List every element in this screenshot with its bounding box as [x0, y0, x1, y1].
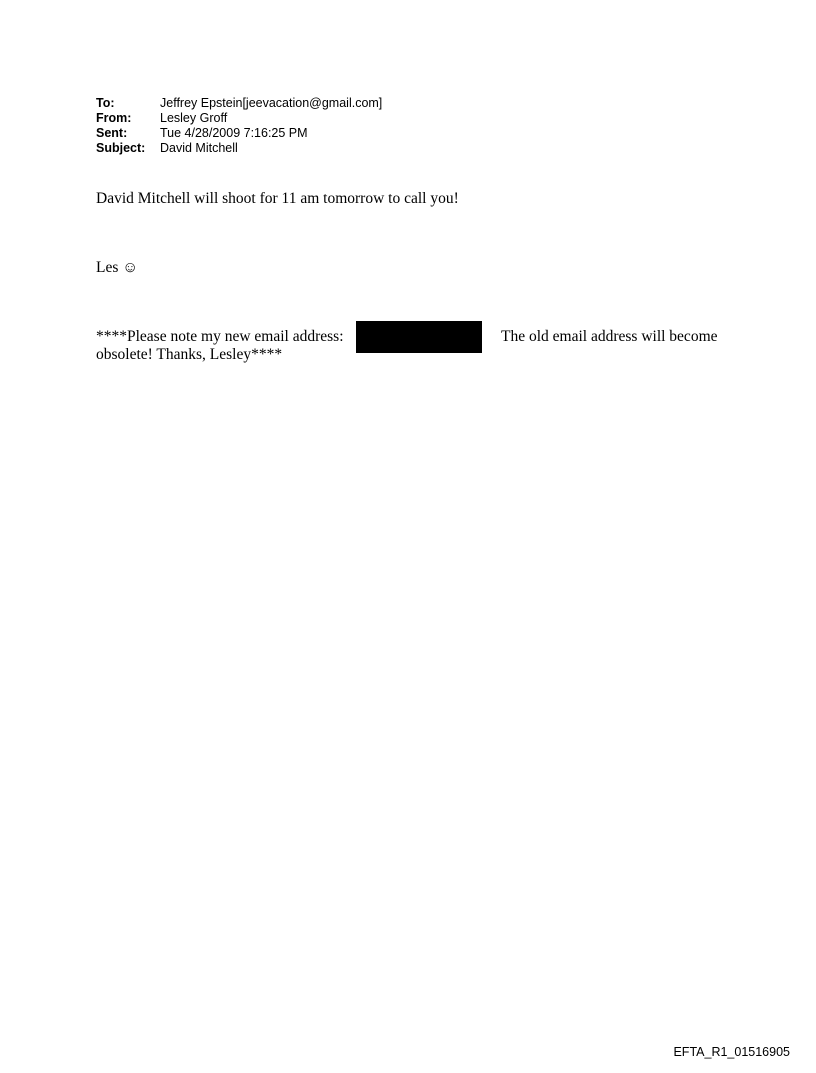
redaction-block: [356, 321, 482, 353]
header-row-to: [96, 96, 382, 111]
to-label: To:: [96, 96, 115, 110]
sent-label: Sent:: [96, 126, 128, 140]
to-value: Jeffrey Epstein[jeevacation@gmail.com]: [160, 96, 383, 110]
email-notice-start: ****Please note my new email address:: [96, 328, 344, 345]
header-row-from: [96, 111, 382, 126]
subject-label: Subject:: [96, 141, 146, 155]
email-notice-continued: The old email address will become: [501, 328, 718, 345]
header-row-subject: [96, 141, 382, 156]
email-signoff: Les ☺: [96, 259, 139, 276]
email-notice-end: obsolete! Thanks, Lesley****: [96, 346, 283, 363]
document-id-stamp: EFTA_R1_01516905: [673, 1045, 790, 1059]
email-message: David Mitchell will shoot for 11 am tomorrow to call you!: [96, 190, 459, 207]
from-value: Lesley Groff: [160, 111, 228, 125]
header-row-sent: [96, 126, 382, 141]
sent-value: Tue 4/28/2009 7:16:25 PM: [160, 126, 308, 140]
from-label: From:: [96, 111, 132, 125]
subject-value: David Mitchell: [160, 141, 238, 155]
email-header: [96, 96, 382, 156]
